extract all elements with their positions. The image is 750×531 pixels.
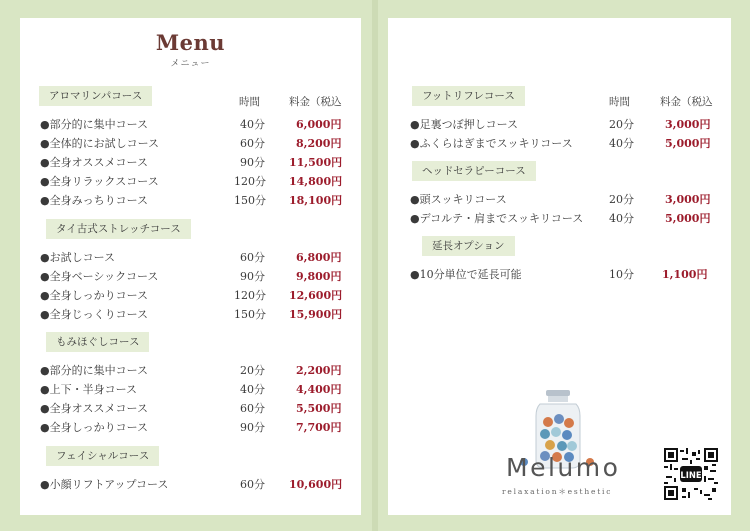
course-time: 120分 xyxy=(234,289,266,302)
course-price: 11,500円 xyxy=(289,156,343,169)
course-time: 90分 xyxy=(240,421,265,434)
section-label: もみほぐしコース xyxy=(46,332,149,352)
course-name: ●全身じっくりコース xyxy=(40,308,149,321)
section-label: アロマリンパコース xyxy=(39,86,152,106)
page-spine xyxy=(372,0,378,531)
brand-name: Melumo xyxy=(506,453,621,482)
course-price: 9,800円 xyxy=(296,270,342,283)
course-name: ●全身ベーシックコース xyxy=(40,270,159,283)
section-label: タイ古式ストレッチコース xyxy=(46,219,191,239)
course-name: ●お試しコース xyxy=(40,251,116,264)
course-time: 40分 xyxy=(240,118,265,131)
menu-row xyxy=(20,287,361,305)
course-name: ●上下・半身コース xyxy=(40,383,138,396)
menu-row xyxy=(20,249,361,267)
course-time: 20分 xyxy=(609,193,634,206)
course-price: 15,900円 xyxy=(289,308,343,321)
brand-tagline: relaxation＊esthetic xyxy=(502,487,613,496)
course-price: 3,000円 xyxy=(665,118,711,131)
menu-row xyxy=(20,381,361,399)
course-name: ●足裏つぼ押しコース xyxy=(410,118,519,131)
course-time: 40分 xyxy=(240,383,265,396)
course-name: ●全身オススメコース xyxy=(40,156,148,169)
course-time: 120分 xyxy=(234,175,266,188)
course-name: ●頭スッキリコース xyxy=(410,193,507,206)
course-time: 60分 xyxy=(240,402,265,415)
menu-row xyxy=(20,400,361,418)
section-label: ヘッドセラピーコース xyxy=(412,161,536,181)
menu-row xyxy=(388,210,731,228)
menu-row xyxy=(388,191,731,209)
header-price: 料金（税込 xyxy=(289,96,342,108)
course-name: ●全身オススメコース xyxy=(40,402,148,415)
course-time: 90分 xyxy=(240,270,265,283)
course-time: 60分 xyxy=(240,251,265,264)
course-name: ●全身しっかりコース xyxy=(40,289,149,302)
menu-subtitle: メニュー xyxy=(170,59,211,69)
course-price: 1,100円 xyxy=(662,268,708,281)
left-page xyxy=(20,18,361,515)
course-price: 5,000円 xyxy=(665,137,711,150)
header-time: 時間 xyxy=(239,96,260,108)
course-name: ●全身みっちりコース xyxy=(40,194,149,207)
course-name: ●デコルテ・肩までスッキリコース xyxy=(410,212,584,225)
course-price: 6,000円 xyxy=(296,118,342,131)
course-name: ●ふくらはぎまでスッキリコース xyxy=(410,137,573,150)
section-label: 延長オプション xyxy=(422,236,515,256)
right-page xyxy=(388,18,731,515)
course-price: 12,600円 xyxy=(289,289,343,302)
course-name: ●部分的に集中コース xyxy=(40,364,149,377)
header-price: 料金（税込 xyxy=(660,96,713,108)
course-time: 20分 xyxy=(240,364,265,377)
course-name: ●全身しっかりコース xyxy=(40,421,149,434)
menu-title: Menu xyxy=(155,30,226,55)
course-time: 150分 xyxy=(234,308,266,321)
menu-row xyxy=(20,192,361,210)
course-price: 5,500円 xyxy=(296,402,342,415)
header-time: 時間 xyxy=(609,96,630,108)
menu-row xyxy=(20,419,361,437)
course-price: 8,200円 xyxy=(296,137,342,150)
course-price: 14,800円 xyxy=(289,175,343,188)
menu-row xyxy=(20,476,361,494)
qr-line-label: LINE xyxy=(680,470,702,480)
course-time: 90分 xyxy=(240,156,265,169)
course-name: ●小顔リフトアップコース xyxy=(40,478,169,491)
menu-row xyxy=(388,266,731,284)
course-name: ●全体的にお試しコース xyxy=(40,137,160,150)
course-price: 5,000円 xyxy=(665,212,711,225)
menu-row xyxy=(388,135,731,153)
course-time: 10分 xyxy=(609,268,634,281)
menu-row xyxy=(20,135,361,153)
line-qr-code-icon[interactable] xyxy=(664,448,718,500)
course-time: 60分 xyxy=(240,137,265,150)
course-time: 40分 xyxy=(609,212,634,225)
course-price: 18,100円 xyxy=(289,194,343,207)
course-name: ●全身リラックスコース xyxy=(40,175,159,188)
menu-row xyxy=(20,306,361,324)
menu-row xyxy=(20,362,361,380)
section-label: フェイシャルコース xyxy=(46,446,159,466)
course-name: ●10分単位で延長可能 xyxy=(410,268,522,281)
menu-row xyxy=(20,154,361,172)
menu-row xyxy=(20,173,361,191)
course-name: ●部分的に集中コース xyxy=(40,118,149,131)
course-time: 20分 xyxy=(609,118,634,131)
course-price: 3,000円 xyxy=(665,193,711,206)
course-time: 60分 xyxy=(240,478,265,491)
course-time: 40分 xyxy=(609,137,634,150)
course-price: 6,800円 xyxy=(296,251,342,264)
course-price: 10,600円 xyxy=(289,478,343,491)
course-price: 7,700円 xyxy=(296,421,342,434)
course-price: 2,200円 xyxy=(296,364,342,377)
menu-row xyxy=(20,268,361,286)
menu-row xyxy=(388,116,731,134)
section-label: フットリフレコース xyxy=(412,86,525,106)
course-time: 150分 xyxy=(234,194,266,207)
course-price: 4,400円 xyxy=(296,383,342,396)
menu-row xyxy=(20,116,361,134)
